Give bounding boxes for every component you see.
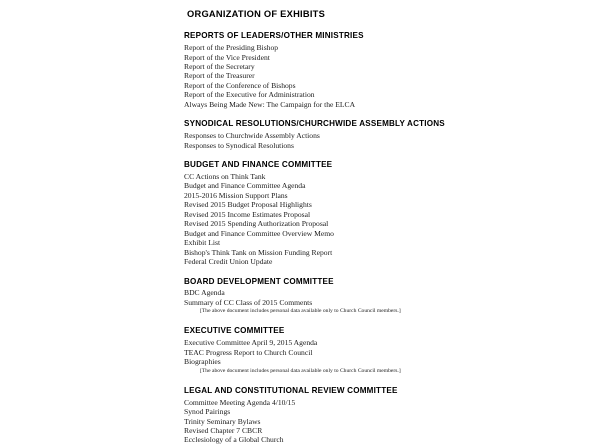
section-heading: SYNODICAL RESOLUTIONS/CHURCHWIDE ASSEMBLY ACTIONS: [184, 119, 445, 129]
list-item: Bishop's Think Tank on Mission Funding Report: [184, 247, 333, 257]
exhibit-list: [184, 43, 600, 109]
section-heading: EXECUTIVE COMMITTEE: [184, 326, 285, 336]
sections-container: [184, 32, 600, 445]
list-item: Revised 2015 Spending Authorization Proposal: [184, 219, 329, 229]
document-section: [184, 161, 600, 266]
list-item: Responses to Synodical Resolutions: [184, 140, 294, 150]
list-item: Responses to Churchwide Assembly Actions: [184, 131, 320, 141]
exhibit-list: [184, 172, 600, 267]
section-heading: BOARD DEVELOPMENT COMMITTEE: [184, 276, 334, 286]
exhibit-list: [184, 288, 600, 316]
list-item: Summary of CC Class of 2015 Comments: [184, 297, 313, 307]
exhibit-list: [184, 131, 600, 150]
document-section: [184, 387, 600, 445]
list-item: Budget and Finance Committee Overview Memo: [184, 228, 334, 238]
section-heading: REPORTS OF LEADERS/OTHER MINISTRIES: [184, 31, 364, 41]
list-item: Report of the Vice President: [184, 52, 270, 62]
list-item: Budget and Finance Committee Agenda: [184, 181, 306, 191]
section-heading: BUDGET AND FINANCE COMMITTEE: [184, 160, 333, 170]
list-item: Revised 2015 Budget Proposal Highlights: [184, 200, 312, 210]
list-item: BDC Agenda: [184, 288, 225, 298]
list-item: Always Being Made New: The Campaign for the ELCA: [184, 99, 356, 109]
list-item: Federal Credit Union Update: [184, 257, 273, 267]
document-section: [184, 120, 600, 150]
list-item: Ecclesiology of a Global Church: [184, 435, 284, 445]
list-item: Revised 2015 Income Estimates Proposal: [184, 209, 311, 219]
list-item: Revised Chapter 7 CBCR: [184, 425, 263, 435]
list-item: Exhibit List: [184, 238, 221, 248]
list-item: CC Actions on Think Tank: [184, 171, 266, 181]
list-item: Trinity Seminary Bylaws: [184, 416, 261, 426]
exhibit-list: [184, 338, 600, 375]
document-section: [184, 32, 600, 109]
list-item: Biographies: [184, 357, 221, 367]
document-section: [184, 278, 600, 317]
document-section: [184, 327, 600, 375]
list-item: 2015-2016 Mission Support Plans: [184, 190, 288, 200]
list-item: Report of the Treasurer: [184, 71, 255, 81]
list-item: Report of the Presiding Bishop: [184, 43, 279, 53]
section-heading: LEGAL AND CONSTITUTIONAL REVIEW COMMITTEE: [184, 385, 398, 395]
list-item: Report of the Conference of Bishops: [184, 80, 296, 90]
page-title: ORGANIZATION OF EXHIBITS: [187, 9, 326, 19]
restriction-note: [The above document includes personal data available only to Church Council members.]: [200, 367, 401, 374]
list-item: TEAC Progress Report to Church Council: [184, 347, 313, 357]
list-item: Executive Committee April 9, 2015 Agenda: [184, 338, 318, 348]
list-item: Synod Pairings: [184, 407, 231, 417]
exhibit-list: [184, 398, 600, 445]
list-item: Report of the Secretary: [184, 62, 255, 72]
restriction-note: [The above document includes personal data available only to Church Council members.]: [200, 308, 401, 315]
list-item: Report of the Executive for Administration: [184, 90, 315, 100]
list-item: Committee Meeting Agenda 4/10/15: [184, 397, 296, 407]
